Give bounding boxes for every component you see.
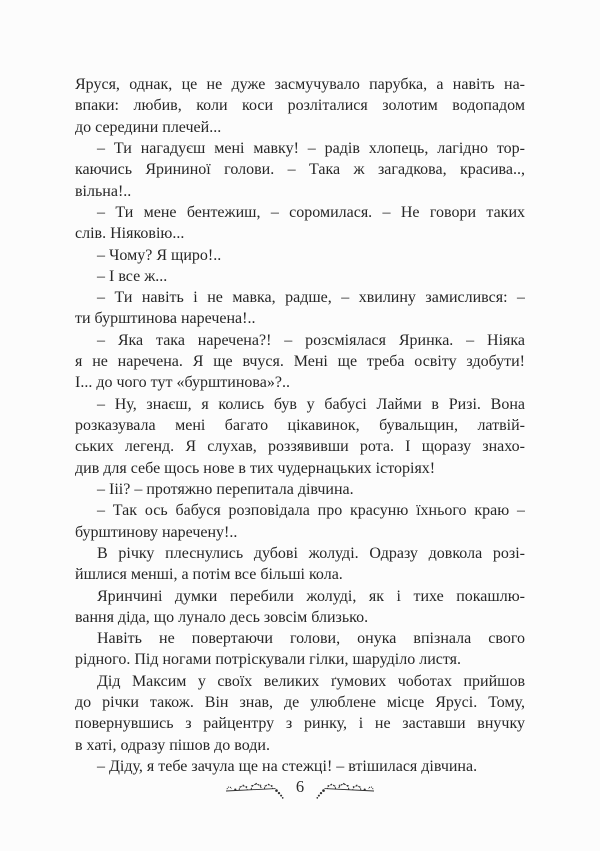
text-block (75, 74, 525, 777)
text-line: каючись Ярининої голови. – Така ж загадкова, красива.., (75, 161, 525, 179)
text-line: слів. Ніяковію... (75, 225, 185, 243)
text-line: – Чому? Я щиро!.. (97, 246, 222, 264)
text-line: я не наречена. Я ще вчуся. Мені ще треба освіту здобути! (75, 353, 525, 371)
text-line: до середини плечей... (75, 118, 222, 136)
text-line: – Так ось бабуся розповідала про красуню їхнього краю – (97, 502, 525, 520)
page-footer (0, 776, 600, 802)
text-line: – Діду, я тебе зачула ще на стежці! – втішилася дівчина. (97, 758, 478, 775)
footer-ornament-left-icon (225, 778, 287, 800)
text-line: ських легенд. Я слухав, роззявивши рота. І щоразу знахо- (75, 438, 525, 456)
text-line: Яруся, однак, це не дуже засмучувало парубка, а навіть на- (75, 76, 525, 93)
text-line: розказувала мені багато цікавинок, бувальщин, латвій- (75, 417, 525, 434)
text-line: – Ти мене бентежиш, – соромилася. – Не говори таких (97, 203, 525, 221)
text-line: повернувшись з райцентру з ринку, і не заставши внучку (75, 715, 525, 733)
text-line: В річку плеснулись дубові жолуді. Одразу довкола розі- (97, 544, 525, 562)
text-line: – Ну, знаєш, я колись був у бабусі Лайми в Ризі. Вона (97, 395, 525, 413)
text-line: – І все ж... (97, 267, 168, 285)
text-line: ти бурштинова наречена!.. (75, 310, 256, 328)
text-line: – Ти навіть і не мавка, радше, – хвилину замислився: – (97, 289, 525, 307)
text-line: – Яка така наречена?! – розсміялася Яринка. – Ніяка (97, 331, 525, 349)
text-line: в хаті, одразу пішов до води. (75, 736, 270, 754)
text-line: див для себе щось нове в тих чудернацьких історіях! (75, 459, 436, 477)
text-line: йшлися менші, а потім все більші кола. (75, 566, 343, 584)
text-line: Навіть не повертаючи голови, онука впізнала свого (97, 630, 525, 648)
text-line: – Ііі? – протяжно перепитала дівчина. (97, 480, 354, 498)
text-line: вільна!.. (75, 182, 132, 200)
text-line: Яринчині думки перебили жолуді, як і тихе покашлю- (97, 587, 525, 605)
footer-ornament-right-icon (313, 778, 375, 800)
text-line: впаки: любив, коли коси розліталися золотим водопадом (75, 97, 525, 115)
text-line: рідного. Під ногами потріскували гілки, шаруділо листя. (75, 651, 462, 669)
text-line: вання діда, що лунало десь зовсім близько. (75, 608, 369, 626)
text-line: бурштинову наречену!.. (75, 523, 238, 541)
text-line: до річки також. Він знав, де улюблене місце Ярусі. Тому, (75, 694, 525, 712)
text-line: Дід Максим у своїх великих ґумових чоботах прийшов (97, 672, 525, 690)
text-line: – Ти нагадуєш мені мавку! – радів хлопець, лагідно тор- (97, 139, 525, 157)
text-line: І... до чого тут «бурштинова»?.. (75, 374, 290, 392)
page-number: 6 (295, 776, 305, 796)
floral-flourish-icon (313, 778, 375, 800)
floral-flourish-icon (225, 778, 287, 800)
